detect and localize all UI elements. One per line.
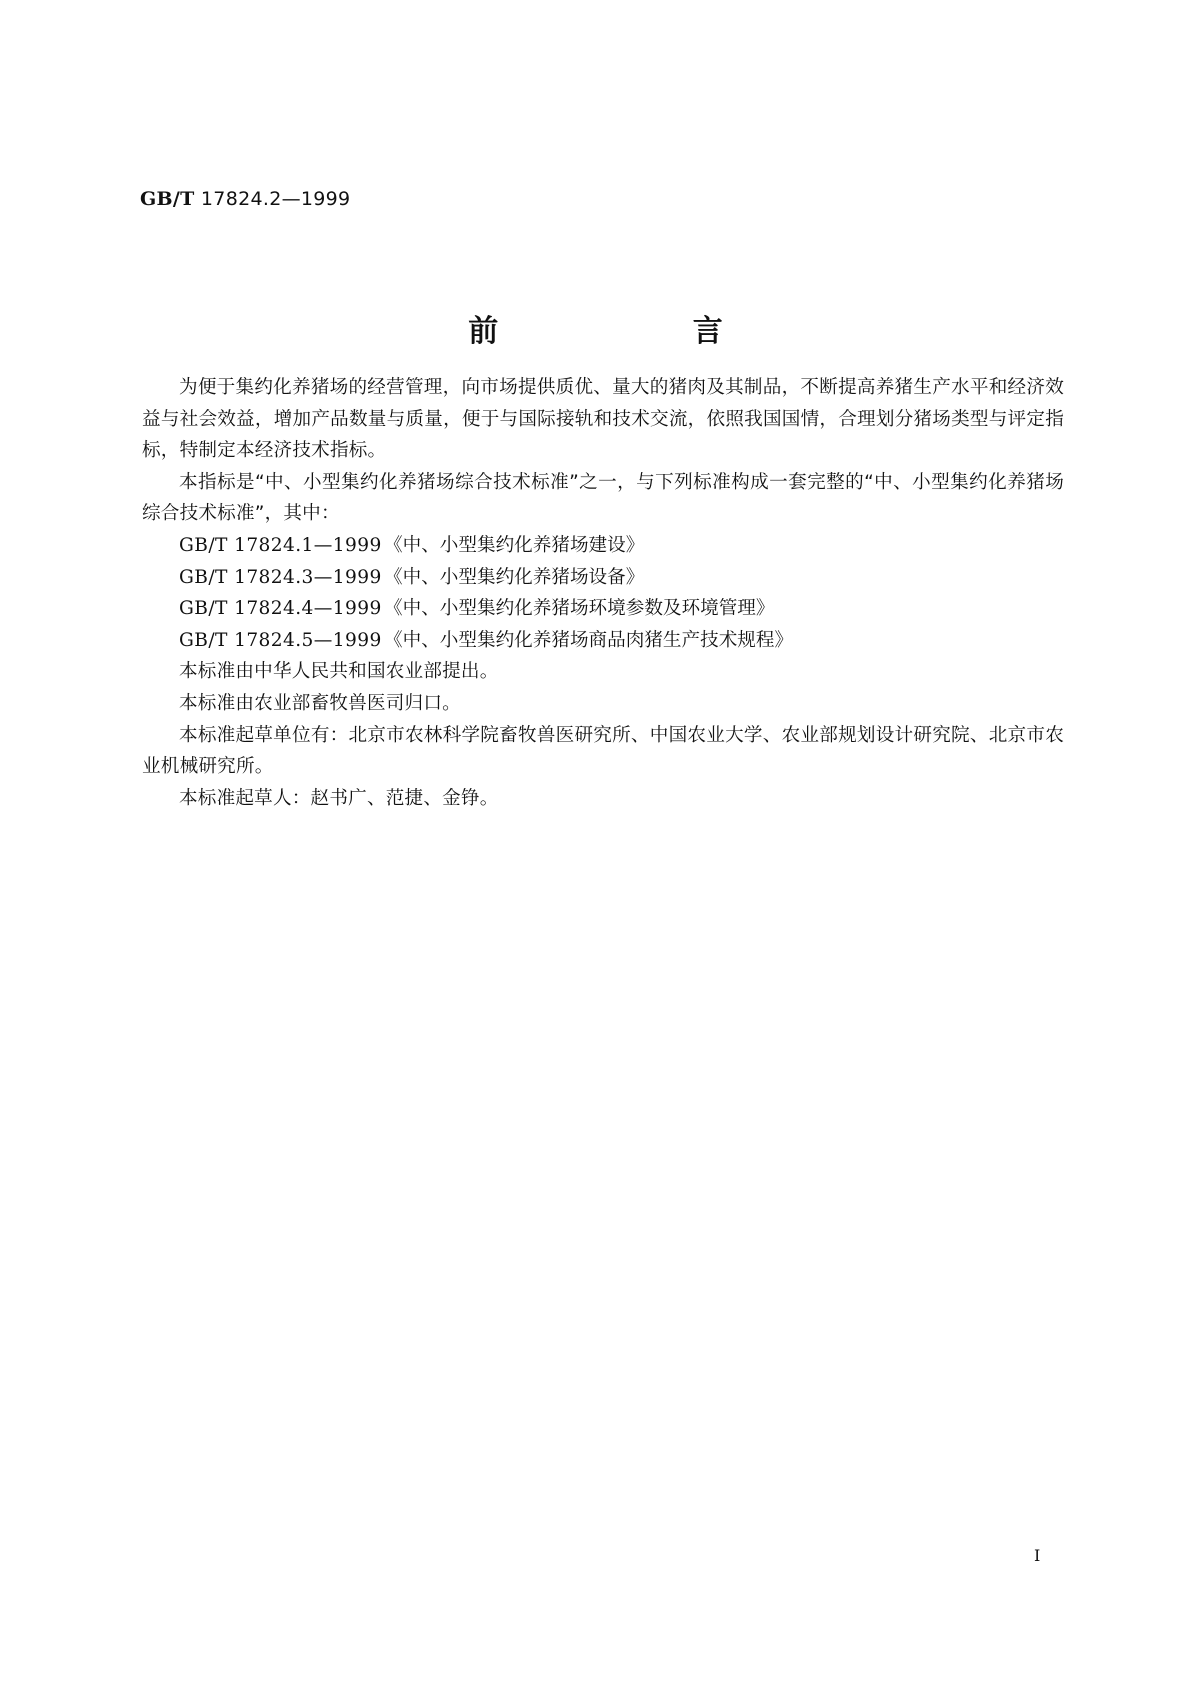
paragraph: 本标准起草人：赵书广、范捷、金铮。 xyxy=(179,787,499,809)
reference-title: 《中、小型集约化养猪场设备》 xyxy=(384,566,645,588)
paragraph: 本标准由中华人民共和国农业部提出。 xyxy=(179,661,499,683)
reference-item xyxy=(142,625,1064,657)
reference-item xyxy=(142,562,1064,594)
reference-title: 《中、小型集约化养猪场商品肉猪生产技术规程》 xyxy=(384,629,794,651)
reference-code: GB/T 17824.5—1999 xyxy=(179,629,382,651)
reference-code: GB/T 17824.4—1999 xyxy=(179,598,382,620)
page-title: 前 言 xyxy=(468,314,815,349)
reference-item xyxy=(142,593,1064,625)
standard-prefix: GB/T xyxy=(140,188,195,210)
standard-number: 17824.2—1999 xyxy=(200,188,351,210)
paragraph: 本标准由农业部畜牧兽医司归口。 xyxy=(179,692,461,714)
paragraph: 本指标是“中、小型集约化养猪场综合技术标准”之一，与下列标准构成一套完整的“中、小型集约化养猪场综合技术标准”，其中： xyxy=(142,471,1064,525)
paragraph: 本标准起草单位有：北京市农林科学院畜牧兽医研究所、中国农业大学、农业部规划设计研究院、北京市农业机械研究所。 xyxy=(142,724,1064,778)
reference-item xyxy=(142,530,1064,562)
paragraph: 为便于集约化养猪场的经营管理，向市场提供质优、量大的猪肉及其制品，不断提高养猪生产水平和经济效益与社会效益，增加产品数量与质量，便于与国际接轨和技术交流，依照我国国情，合理划分猪场类型与评定指标，特制定本经济技术指标。 xyxy=(142,377,1064,462)
reference-code: GB/T 17824.1—1999 xyxy=(179,534,382,556)
foreword-body xyxy=(142,372,1064,814)
reference-code: GB/T 17824.3—1999 xyxy=(179,566,382,588)
page-number: I xyxy=(1034,1546,1041,1565)
standard-number-header xyxy=(140,188,350,210)
reference-title: 《中、小型集约化养猪场建设》 xyxy=(384,534,645,556)
reference-title: 《中、小型集约化养猪场环境参数及环境管理》 xyxy=(384,598,775,620)
